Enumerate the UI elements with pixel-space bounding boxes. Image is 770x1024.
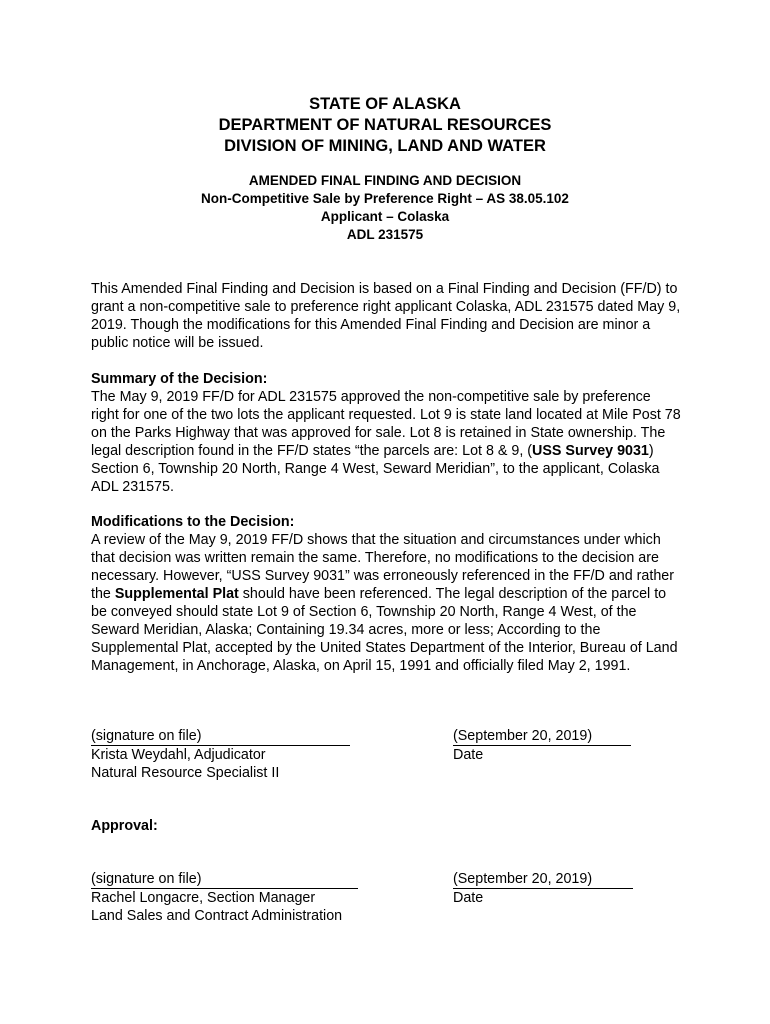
applicant-line: Applicant – Colaska [320,209,450,224]
modifications-section [91,513,681,675]
document-title: AMENDED FINAL FINDING AND DECISION [248,173,522,188]
approval-heading: Approval: [91,818,158,834]
adjudicator-date: (September 20, 2019) [453,727,631,746]
intro-paragraph: This Amended Final Finding and Decision is based on a Final Finding and Decision (FF/D) to grant a non-competitive sale to preference right applicant Colaska, ADL 231575 dated May 9, 2019. Though the modifications for this Amended Final Finding and Decision are minor a public notice will be issued. [91,281,681,351]
state-title: STATE OF ALASKA [309,95,461,113]
adjudicator-date-block [453,727,631,764]
adjudicator-name: Krista Weydahl, Adjudicator [91,747,266,763]
modifications-bold-plat: Supplemental Plat [114,586,239,602]
summary-text-a: The May 9, 2019 FF/D for ADL 231575 approved the non-competitive sale by preference right for one of the two lots the applicant requested. Lot 9 is state land located at Mile Post 78 on the Parks Highway that was approved for sale. Lot 8 is retained in State ownership. The legal description found in the FF/D states “the parcels are: Lot 8 & 9, ( [91,389,681,459]
document-header [0,94,770,244]
adjudicator-signature-block [91,727,350,782]
modifications-text-b: should have been referenced. The legal description of the parcel to be conveyed should state Lot 9 of Section 6, Township 20 North, Range 4 West, of the Seward Meridian, Alaska; Containing 19.34 acres, more or less; According to the Supplemental Plat, accepted by the United States Department of the Interior, Bureau of Land Management, in Anchorage, Alaska, on April 15, 1991 and officially filed May 2, 1991. [91,586,678,674]
modifications-heading: Modifications to the Decision: [91,514,295,530]
adjudicator-title: Natural Resource Specialist II [91,765,280,781]
approver-date-block [453,870,633,907]
approver-date: (September 20, 2019) [453,870,633,889]
summary-text-b: ) Section 6, Township 20 North, Range 4 West, Seward Meridian”, to the applicant, Colaska ADL 231575. [91,443,660,495]
summary-heading: Summary of the Decision: [91,371,268,387]
adjudicator-date-label: Date [453,747,484,763]
modifications-paragraph [91,531,681,675]
summary-section [91,370,681,496]
approver-title: Land Sales and Contract Administration [91,908,343,924]
document-subtitle: Non-Competitive Sale by Preference Right – AS 38.05.102 [201,191,569,206]
approver-name: Rachel Longacre, Section Manager [91,890,316,906]
division-title: DIVISION OF MINING, LAND AND WATER [224,137,546,155]
approver-signature-block [91,870,358,925]
approver-signature: (signature on file) [91,870,358,889]
adl-number: ADL 231575 [346,227,424,242]
department-title: DEPARTMENT OF NATURAL RESOURCES [218,116,552,134]
adjudicator-signature: (signature on file) [91,727,350,746]
approver-date-label: Date [453,890,484,906]
modifications-text-a: A review of the May 9, 2019 FF/D shows that the situation and circumstances under which that decision was written remain the same. Therefore, no modifications to the decision are necessary. However, “USS Survey 9031” was erroneously referenced in the FF/D and rather the [91,532,674,602]
summary-paragraph [91,388,681,496]
summary-bold-survey: USS Survey 9031 [532,443,649,459]
